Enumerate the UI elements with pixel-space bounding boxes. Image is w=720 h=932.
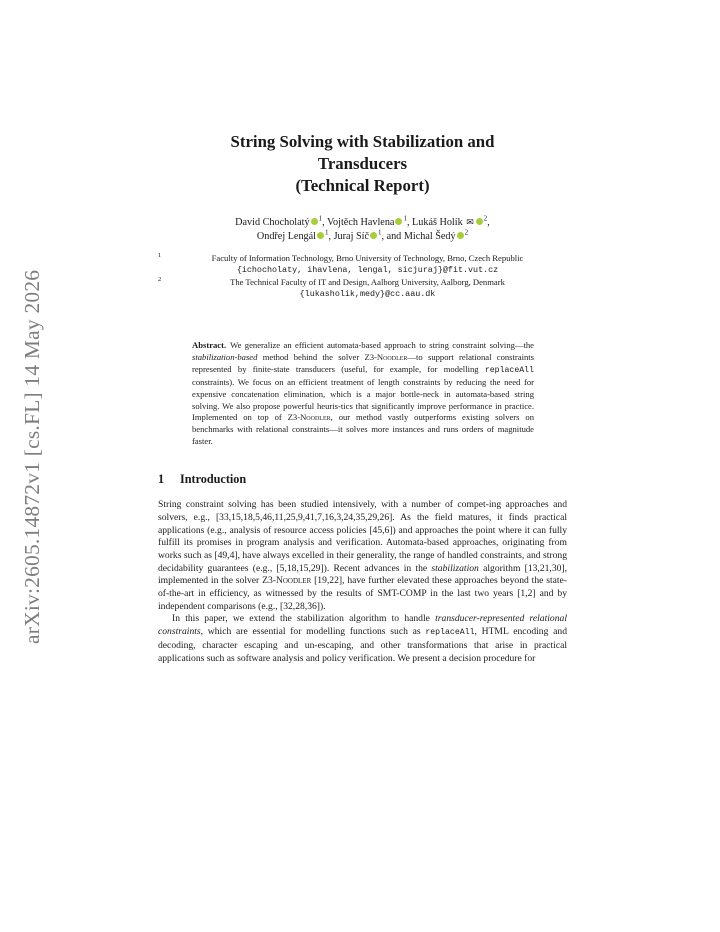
affiliation-mark: 1 (403, 214, 407, 223)
title-line: String Solving with Stabilization and (230, 132, 495, 151)
paragraph-text: String constraint solving has been studied intensively, with a number of compet-ing approaches and solvers, e.g., [33,15,18,5,46,11,25,9,41,7,16,3,24,35,29,26]. As the field matures, it finds practical applications (e.g., analysis of resource access policies [45,6]) and approaches the point where it can fully fulfill its promises in program analysis and verification. Automata-based approaches, originating from works such as [49,4], have always excelled in their generality, the range of handled constraints, and strong decidability guarantees (e.g., [5,18,15,29]). Recent advances in the (158, 499, 567, 574)
paragraph-emphasis: stabilization (431, 562, 479, 574)
affiliation-list (158, 252, 567, 300)
abstract-text: —to support relational constraints represented by finite-state transducers (useful, for example, for modelling (192, 351, 534, 374)
title-line: (Technical Report) (295, 176, 430, 195)
paper-title (158, 131, 567, 197)
abstract-emphasis: stabilization-based (192, 351, 258, 362)
paragraph-text: algorithm [13,21,30], implemented in the solver Z3- (158, 562, 568, 587)
paragraph-text: In this paper, we extend the stabilization algorithm to handle (172, 613, 436, 625)
body-paragraph (158, 613, 567, 665)
affiliation-text: Faculty of Information Technology, Brno University of Technology, Brno, Czech Republic (211, 253, 524, 263)
affiliation-number: 1 (158, 252, 162, 259)
solver-name: Noodler (275, 575, 312, 587)
and-conjunction: and (386, 231, 402, 242)
arxiv-identifier-stamp: arXiv:2605.14872v1 [cs.FL] 14 May 2026 (20, 269, 44, 644)
paragraph-text: , HTML encoding and decoding, character escaping and un-escaping, and other transformations that arise in practical applications such as software analysis and policy verification. We present a decision procedure for (158, 626, 567, 664)
solver-name: Noodler (376, 351, 408, 362)
author-name: Michal Šedý (403, 231, 456, 242)
affiliation-text: The Technical Faculty of IT and Design, Aalborg University, Aalborg, Denmark (230, 277, 505, 287)
author-name: Ondřej Lengál (256, 231, 316, 242)
affiliation-email[interactable]: {ichocholaty, ihavlena, lengal, sicjuraj}@fit.vut.cz (236, 265, 499, 275)
affiliation (158, 252, 567, 276)
affiliation-mark: 1 (325, 228, 329, 237)
author-list (158, 215, 567, 244)
paper-first-page (158, 131, 567, 665)
solver-name: Noodler (300, 412, 331, 423)
affiliation-email[interactable]: {lukasholik,medy}@cc.aau.dk (299, 289, 436, 299)
envelope-icon: ✉ (466, 217, 474, 227)
author-name: David Chocholatý (235, 217, 310, 228)
code-term: replaceAll (425, 628, 475, 638)
orcid-icon[interactable] (370, 232, 377, 239)
abstract-label: Abstract. (192, 340, 227, 350)
author-name: Vojtěch Havlena (327, 217, 395, 228)
abstract-text: constraints). We focus on an efficient treatment of length constraints by reducing the need for expensive concatenation elimination, which is a major bottle-neck in automata-based string solving. We also propose powerful heuris-tics that significantly improve performance in practice. Implemented on top of Z3- (192, 376, 534, 423)
abstract-text: We generalize an efficient automata-based approach to string constraint solving—the (230, 340, 534, 350)
body-paragraph (158, 499, 567, 613)
orcid-icon[interactable] (311, 218, 318, 225)
orcid-icon[interactable] (317, 232, 324, 239)
author-name: Juraj Síč (333, 231, 369, 242)
code-term: replaceAll (484, 365, 534, 375)
author-line-1: David Chocholatý $^1$, Vojtěch Havlena $^1$, Lukáš Holík ✉ $^2$, (235, 214, 490, 228)
abstract-text: , our method vastly outperforms existing solvers on benchmarks with relational constraints—it solves more instances and runs orders of magnitude faster. (192, 412, 535, 447)
author-name: Lukáš Holík (412, 217, 463, 228)
affiliation-mark: 2 (483, 214, 488, 223)
paragraph-emphasis: transducer-represented relational constraints (158, 613, 567, 638)
affiliation-mark: 1 (318, 214, 323, 223)
paragraph-text: [19,22], have further elevated these approaches beyond the state-of-the-art in efficiency, as witnessed by the results of SMT-COMP in the last two years [1,2] and by independent comparisons (e.g., [32,28,36]). (158, 575, 567, 612)
affiliation-mark: 2 (464, 228, 469, 237)
affiliation-mark: 1 (377, 228, 382, 237)
orcid-icon[interactable] (457, 232, 464, 239)
abstract-text: method behind the solver Z3- (257, 351, 377, 362)
title-line: Transducers (317, 154, 408, 173)
section-number: 1 (158, 472, 165, 487)
paragraph-text: , which are essential for modelling functions such as (200, 626, 426, 638)
affiliation (158, 276, 567, 300)
section-title: Introduction (180, 472, 247, 487)
section-heading (158, 472, 567, 487)
affiliation-number: 2 (158, 276, 162, 283)
author-line-2: Ondřej Lengál $^1$, Juraj Síč $^1$, and Michal Šedý $^2$ (256, 228, 469, 242)
orcid-icon[interactable] (395, 218, 402, 225)
abstract (192, 340, 534, 448)
orcid-icon[interactable] (476, 218, 483, 225)
